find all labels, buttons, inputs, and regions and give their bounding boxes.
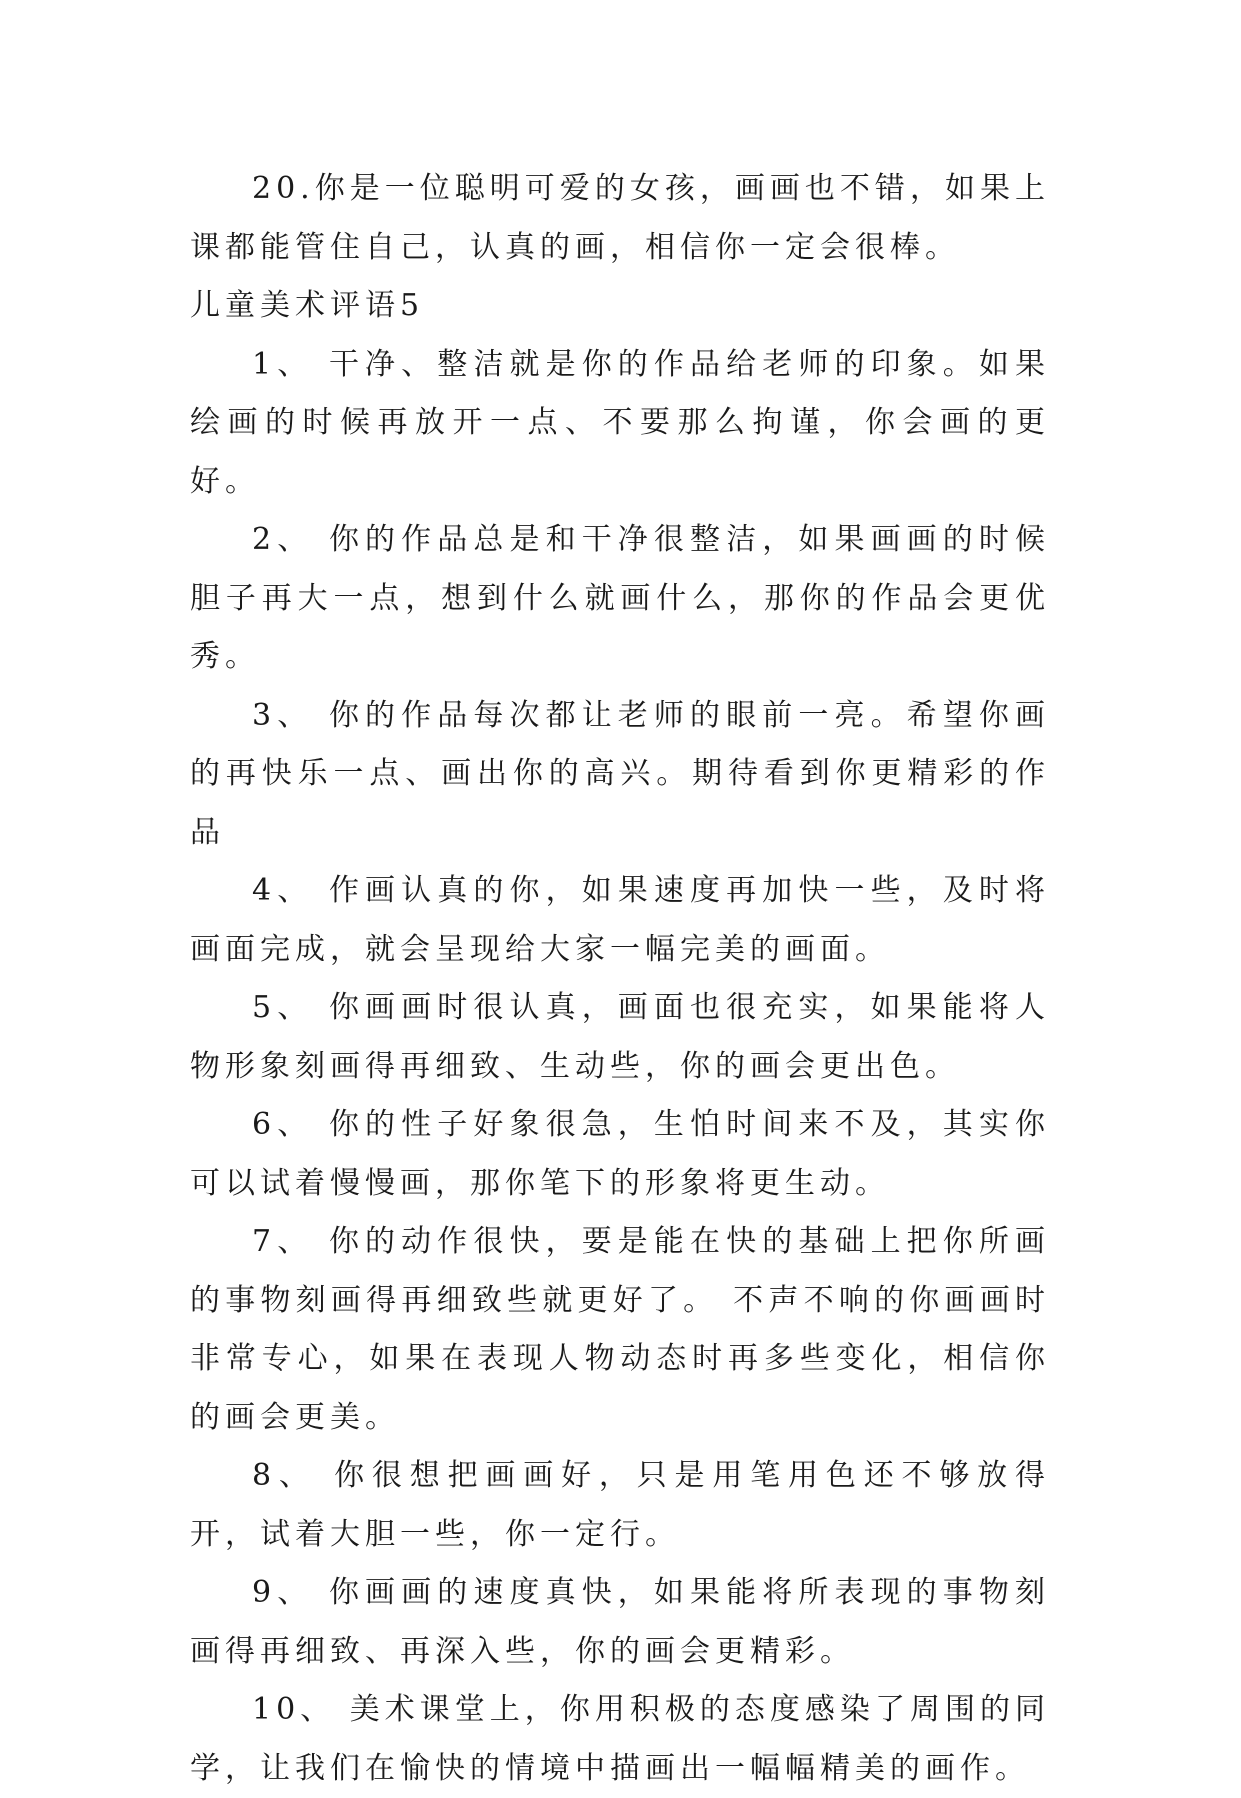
list-item: 5、 你画画时很认真，画面也很充实，如果能将人物形象刻画得再细致、生动些，你的画会更出色。 xyxy=(190,990,1050,1084)
list-item: 8、 你很想把画画好，只是用笔用色还不够放得开，试着大胆一些，你一定行。 xyxy=(190,1458,1050,1552)
intro-paragraph: 20.你是一位聪明可爱的女孩，画画也不错，如果上课都能管住自己，认真的画，相信你一定会很棒。 xyxy=(190,171,1050,265)
list-item: 7、 你的动作很快，要是能在快的基础上把你所画的事物刻画得再细致些就更好了。 不声不响的你画画时非常专心，如果在表现人物动态时再多些变化，相信你的画会更美。 xyxy=(190,1224,1050,1435)
list-item: 10、 美术课堂上，你用积极的态度感染了周围的同学，让我们在愉快的情境中描画出一幅幅精美的画作。 xyxy=(190,1692,1050,1786)
list-item: 6、 你的性子好象很急，生怕时间来不及，其实你可以试着慢慢画，那你笔下的形象将更生动。 xyxy=(190,1107,1050,1201)
section-heading: 儿童美术评语5 xyxy=(190,288,425,323)
list-item: 1、 干净、整洁就是你的作品给老师的印象。如果绘画的时候再放开一点、不要那么拘谨，你会画的更好。 xyxy=(190,346,1050,499)
document-body xyxy=(190,160,1050,1798)
list-item: 4、 作画认真的你，如果速度再加快一些，及时将画面完成，就会呈现给大家一幅完美的画面。 xyxy=(190,873,1050,967)
list-item: 2、 你的作品总是和干净很整洁，如果画画的时候胆子再大一点，想到什么就画什么，那你的作品会更优秀。 xyxy=(190,522,1050,674)
list-item: 9、 你画画的速度真快，如果能将所表现的事物刻画得再细致、再深入些，你的画会更精彩。 xyxy=(190,1575,1050,1669)
list-item: 3、 你的作品每次都让老师的眼前一亮。希望你画的再快乐一点、画出你的高兴。期待看到你更精彩的作品 xyxy=(190,697,1050,850)
